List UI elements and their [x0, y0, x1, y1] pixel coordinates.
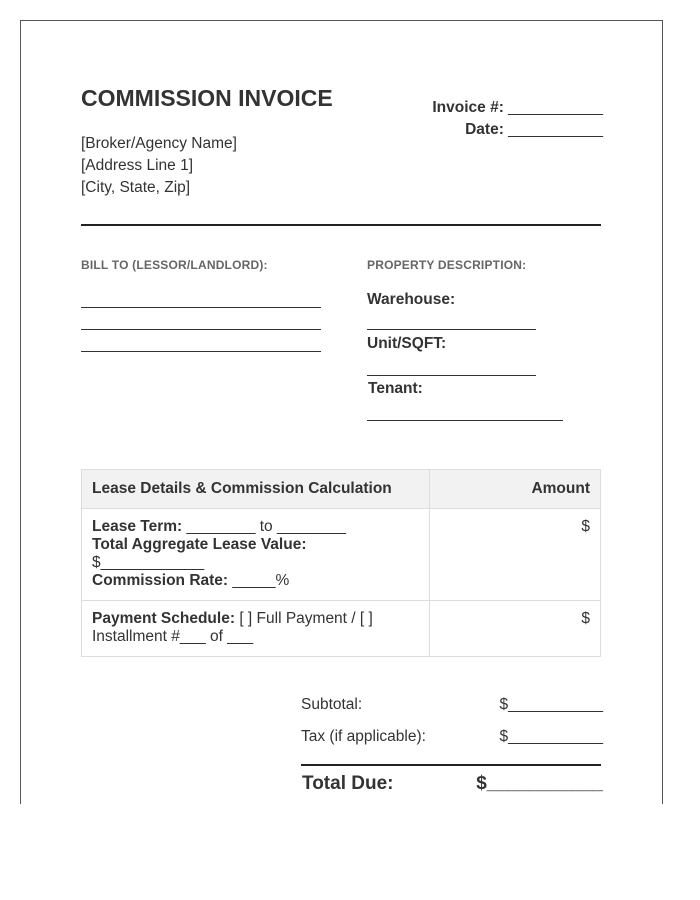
tax-field[interactable]: $___________: [499, 728, 603, 745]
lease-term-label: Lease Term:: [92, 518, 183, 535]
payment-amount-cell[interactable]: $: [430, 601, 601, 657]
lease-term-field[interactable]: ________ to ________: [186, 518, 346, 535]
invoice-number-field[interactable]: ___________: [508, 99, 603, 116]
lease-details-table: [81, 469, 601, 657]
table-header-row: [82, 470, 601, 509]
table-row: [82, 601, 601, 657]
commission-rate-label: Commission Rate:: [92, 572, 229, 589]
payment-schedule-label: Payment Schedule:: [92, 610, 235, 627]
broker-address-block: [81, 133, 237, 199]
column-header-amount: Amount: [430, 470, 601, 509]
property-description-label: PROPERTY DESCRIPTION:: [367, 258, 527, 272]
invoice-date-label: Date:: [465, 121, 504, 138]
bill-to-line-3[interactable]: [81, 351, 321, 352]
invoice-date-field[interactable]: ___________: [508, 121, 603, 138]
unit-sqft-label: Unit/SQFT:: [367, 335, 447, 352]
broker-city-line: [City, State, Zip]: [81, 179, 191, 196]
warehouse-field[interactable]: [367, 329, 536, 330]
tax-label: Tax (if applicable):: [301, 728, 426, 745]
total-lease-value-label: Total Aggregate Lease Value:: [92, 536, 307, 553]
column-header-description: Lease Details & Commission Calculation: [82, 470, 430, 509]
invoice-sheet: [20, 20, 663, 804]
commission-rate-line: [92, 572, 419, 590]
unit-sqft-field[interactable]: [367, 375, 536, 376]
bill-to-line-2[interactable]: [81, 329, 321, 330]
total-due-field[interactable]: $___________: [476, 773, 603, 794]
broker-name-line: [Broker/Agency Name]: [81, 135, 237, 152]
broker-address-line: [Address Line 1]: [81, 157, 194, 174]
payment-schedule-field[interactable]: [ ] Full Payment / [ ] Installment #___ of ___: [92, 610, 373, 645]
payment-schedule-cell: [82, 601, 430, 657]
total-lease-value-field[interactable]: $____________: [92, 554, 205, 571]
lease-term-line: [92, 518, 419, 536]
bill-to-label: BILL TO (LESSOR/LANDLORD):: [81, 258, 268, 272]
subtotal-field[interactable]: $___________: [499, 696, 603, 713]
invoice-number-row: [432, 99, 603, 117]
subtotal-label: Subtotal:: [301, 696, 363, 713]
commission-rate-field[interactable]: _____%: [232, 572, 290, 589]
warehouse-label: Warehouse:: [367, 291, 456, 308]
table-row: [82, 509, 601, 601]
total-due-label: Total Due:: [302, 773, 394, 794]
tenant-label: Tenant:: [368, 380, 423, 397]
header-divider: [81, 224, 601, 226]
invoice-title: COMMISSION INVOICE: [81, 85, 333, 111]
total-divider: [301, 764, 601, 766]
bill-to-line-1[interactable]: [81, 307, 321, 308]
lease-amount-cell[interactable]: $: [430, 509, 601, 601]
invoice-date-row: [465, 121, 603, 139]
invoice-number-label: Invoice #:: [432, 99, 504, 116]
lease-details-cell: [82, 509, 430, 601]
tenant-field[interactable]: [367, 420, 563, 421]
